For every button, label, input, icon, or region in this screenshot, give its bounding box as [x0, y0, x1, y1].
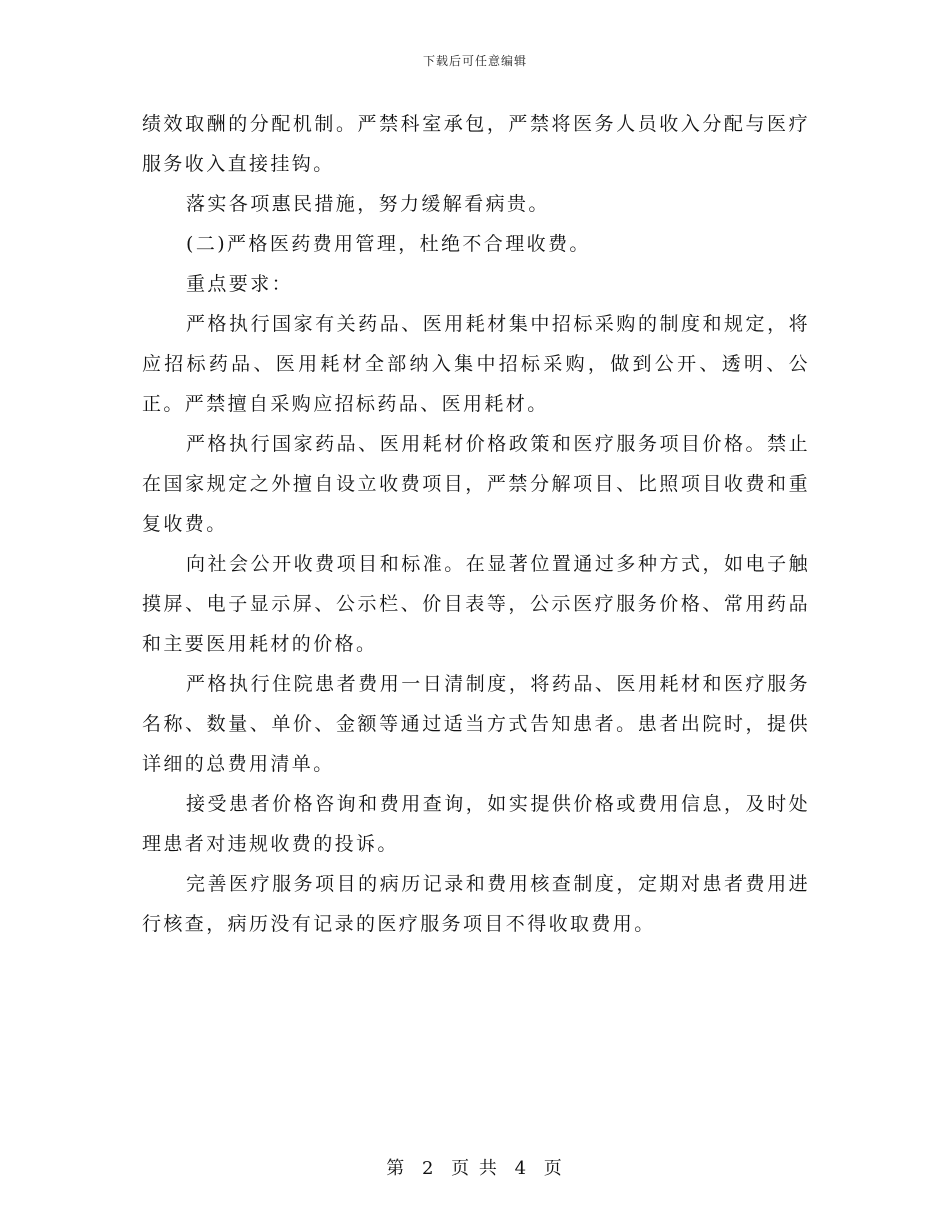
paragraph-8: 接受患者价格咨询和费用查询，如实提供价格或费用信息，及时处理患者对违规收费的投诉。 [142, 793, 810, 855]
paragraph-7: 严格执行住院患者费用一日清制度，将药品、医用耗材和医疗服务名称、数量、单价、金额等通过适当方式告知患者。患者出院时，提供详细的总费用清单。 [142, 673, 810, 775]
paragraph-3: 重点要求： [186, 273, 294, 295]
paragraph-4: 严格执行国家有关药品、医用耗材集中招标采购的制度和规定，将应招标药品、医用耗材全部纳入集中招标采购，做到公开、透明、公正。严禁擅自采购应招标药品、医用耗材。 [142, 313, 810, 415]
footer-current-page: 2 [421, 1158, 436, 1179]
paragraph-9: 完善医疗服务项目的病历记录和费用核查制度，定期对患者费用进行核查，病历没有记录的医疗服务项目不得收取费用。 [142, 873, 810, 935]
footer-prefix: 第 [386, 1158, 407, 1179]
document-body [142, 104, 810, 944]
footer-middle: 页 共 [451, 1158, 499, 1179]
paragraph-0: 绩效取酬的分配机制。严禁科室承包，严禁将医务人员收入分配与医疗服务收入直接挂钩。 [142, 113, 810, 175]
page-footer [0, 1154, 950, 1180]
paragraph-6: 向社会公开收费项目和标准。在显著位置通过多种方式，如电子触摸屏、电子显示屏、公示栏、价目表等，公示医疗服务价格、常用药品和主要医用耗材的价格。 [142, 553, 810, 655]
page-header-note: 下载后可任意编辑 [422, 54, 527, 68]
footer-suffix: 页 [543, 1158, 564, 1179]
paragraph-2: (二)严格医药费用管理，杜绝不合理收费。 [186, 233, 591, 255]
paragraph-1: 落实各项惠民措施，努力缓解看病贵。 [186, 193, 550, 215]
footer-total-pages: 4 [514, 1158, 529, 1179]
paragraph-5: 严格执行国家药品、医用耗材价格政策和医疗服务项目价格。禁止在国家规定之外擅自设立收费项目，严禁分解项目、比照项目收费和重复收费。 [142, 433, 810, 535]
